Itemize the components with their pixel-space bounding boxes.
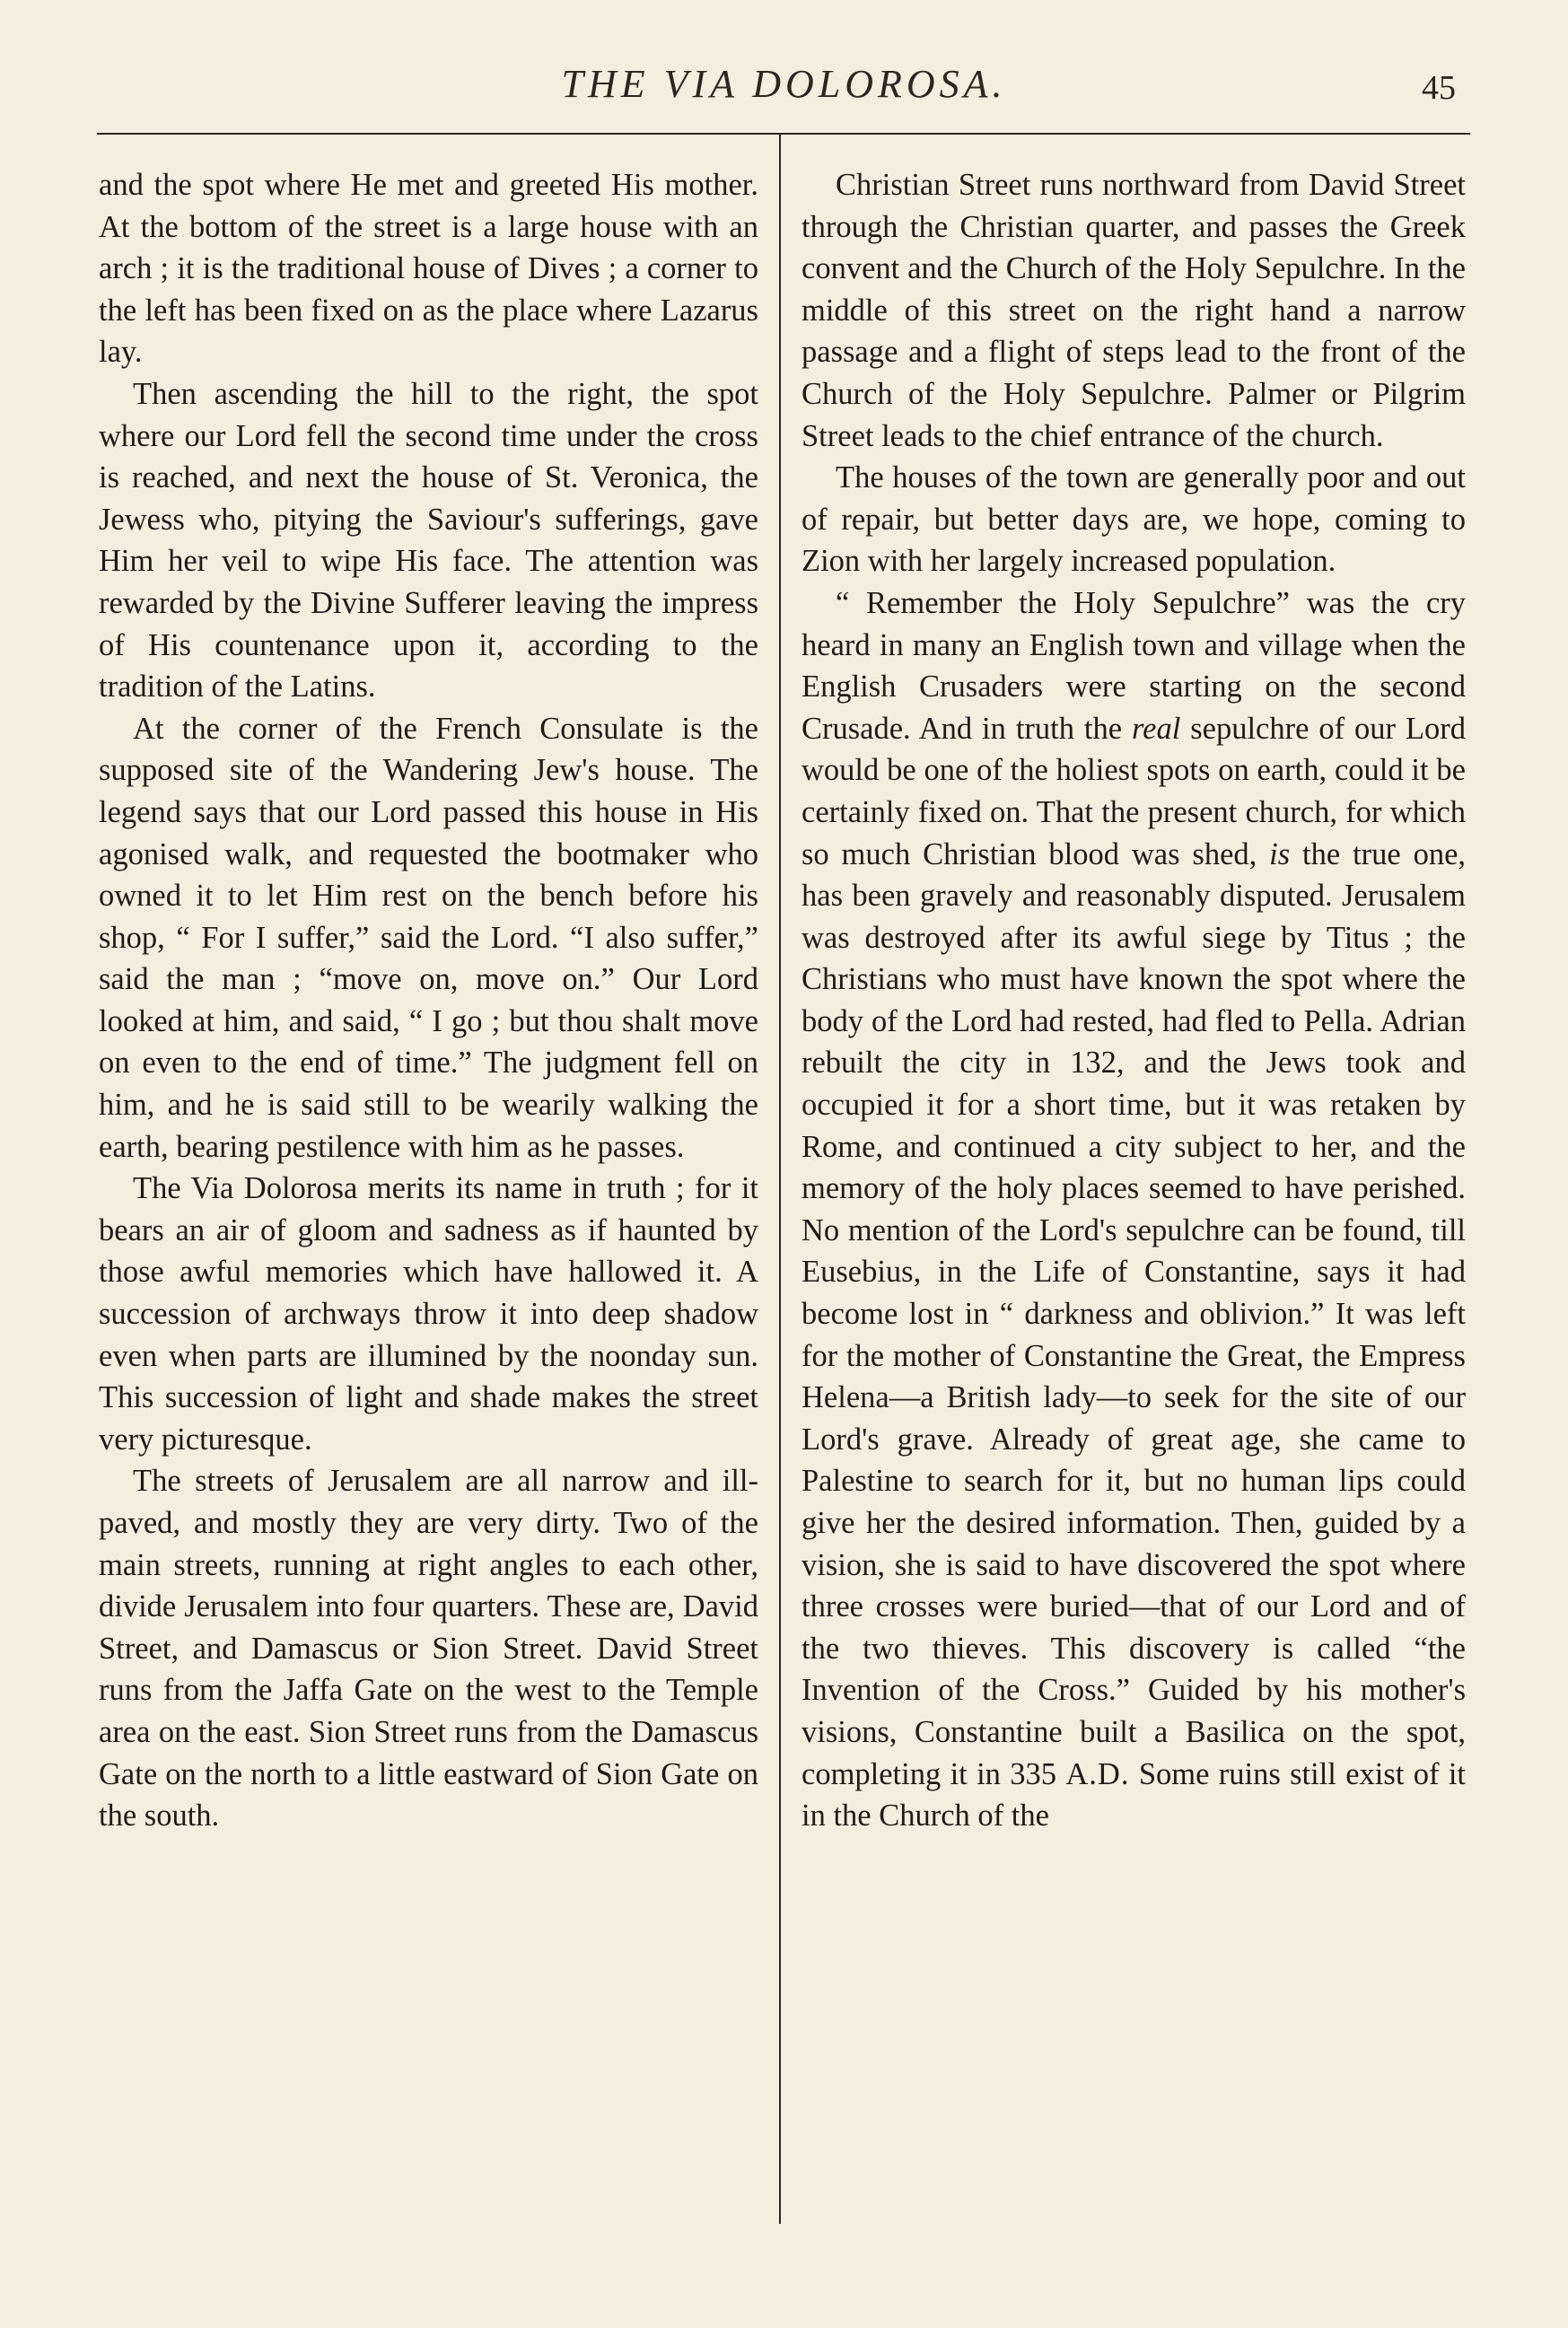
running-title: THE VIA DOLOROSA. [561,62,1007,106]
paragraph [802,582,1466,1837]
header-rule [97,133,1470,135]
text-run: the true one, has been gravely and reasonably disputed. Jerusalem was destroyed after its awful siege by Titus ; the Christians who must have known the spot where the body of the Lord had rested, had fled to Pella. Adrian rebuilt the city in 132, and the Jews took and occupied it for a short time, but it was retaken by Rome, and continued a city subject to her, and the memory of the holy places seemed to have perished. No mention of the Lord's sepulchre can be found, till Eusebius, in the Life of Constantine, says it had become lost in “ darkness and oblivion.” It was left for the mother of Constantine the Great, the Empress Helena—a British lady—to seek for the site of our Lord's grave. Already of great age, she came to Palestine to search for it, but no human lips could give her the desired information. Then, guided by a vision, she is said to have discovered the spot where three crosses were buried—that of our Lord and of the two thieves. This discovery is called “the Invention of the Cross.” Guided by his mother's visions, Constantine built a Basilica on the spot, completing it in 335 [802,836,1467,1791]
text-run: sepulchre of our Lord would be one of the holiest spots on earth, could it be certainly fixed on. That the present church, for which so much Christian blood was shed, [802,711,1467,871]
paragraph: The streets of Jerusalem are all narrow and ill-paved, and mostly they are very dirty. Two of the main streets, running at right angles to each other, divide Jerusalem into four quarters. These are, David Street, and Damascus or Sion Street. David Street runs from the Jaffa Gate on the west to the Temple area on the east. Sion Street runs from the Damascus Gate on the north to a little eastward of Sion Gate on the south. [99,1464,758,1834]
right-column [802,164,1466,1837]
paragraph: The houses of the town are generally poor and out of repair, but better days are, we hope, coming to Zion with her largely increased population. [802,460,1466,579]
text-run: Some ruins still exist of it in the Church of the [802,1756,1467,1834]
text-run: “ Remember the Holy Sepulchre” was the cry heard in many an English town and village when the English Crusaders were starting on the second Crusade. And in truth the [802,585,1466,746]
paragraph: Then ascending the hill to the right, the spot where our Lord fell the second time under the cross is reached, and next the house of St. Veronica, the Jewess who, pitying the Saviour's sufferings, gave Him her veil to wipe His face. The attention was rewarded by the Divine Sufferer leaving the impress of His countenance upon it, according to the tradition of the Latins. [99,376,758,705]
emphasis-is: is [1269,836,1291,871]
left-column [99,164,758,1837]
paragraph: At the corner of the French Consulate is the supposed site of the Wandering Jew's house. The legend says that our Lord passed this house in His agonised walk, and requested the bootmaker who owned it to let Him rest on the bench before his shop, “ For I suffer,” said the Lord. “I also suffer,” said the man ; “move on, move on.” Our Lord looked at him, and said, “ I go ; but thou shalt move on even to the end of time.” The judgment fell on him, and he is said still to be wearily walking the earth, bearing pestilence with him as he passes. [99,711,758,1164]
paragraph: and the spot where He met and greeted His mother. At the bottom of the street is a large house with an arch ; it is the traditional house of Dives ; a corner to the left has been fixed on as the place where Lazarus lay. [99,168,758,370]
emphasis-real: real [1132,711,1181,746]
era-abbreviation: A.D. [1065,1756,1130,1791]
paragraph: Christian Street runs northward from David Street through the Christian quarter, and passes the Greek convent and the Church of the Holy Sepulchre. In the middle of this street on the right hand a narrow passage and a flight of steps lead to the front of the Church of the Holy Sepulchre. Palmer or Pilgrim Street leads to the chief entrance of the church. [802,168,1466,453]
column-divider [779,133,781,2224]
page-number: 45 [1422,69,1456,107]
paragraph: The Via Dolorosa merits its name in truth ; for it bears an air of gloom and sadness as if haunted by those awful memories which have hallowed it. A succession of archways throw it into deep shadow even when parts are illumined by the noonday sun. This succession of light and shade makes the street very picturesque. [99,1171,758,1457]
